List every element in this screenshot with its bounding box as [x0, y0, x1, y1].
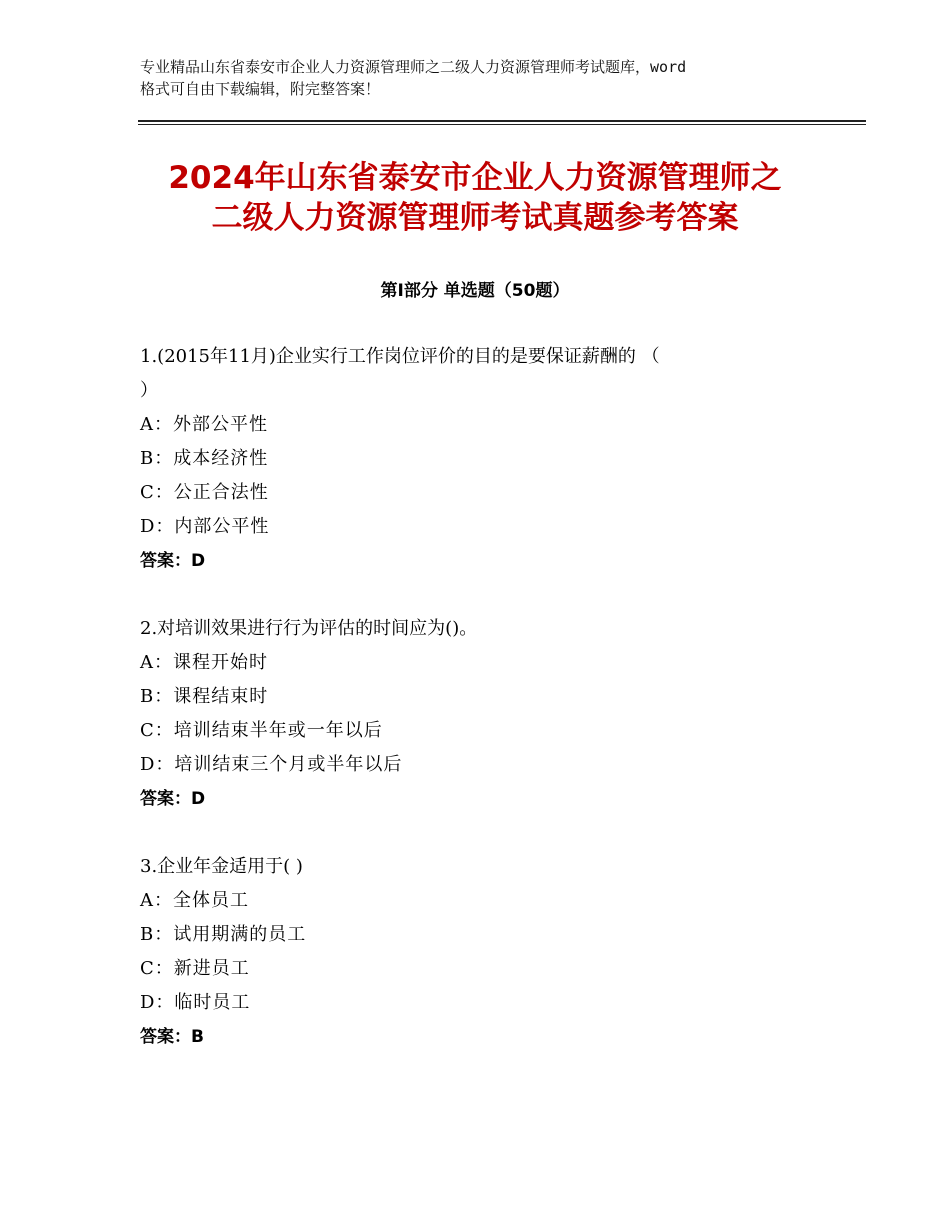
question-stem-line-1: 1.(2015年11月)企业实行工作岗位评价的目的是要保证薪酬的 （ [140, 346, 660, 367]
option-d: D：培训结束三个月或半年以后 [140, 754, 403, 775]
option-a: A：课程开始时 [140, 652, 268, 673]
header-note-line-2: 格式可自由下载编辑，附完整答案！ [140, 80, 381, 98]
option-d: D：内部公平性 [140, 516, 270, 537]
document-title-line-2: 二级人力资源管理师考试真题参考答案 [211, 200, 739, 236]
option-b: B：成本经济性 [140, 448, 269, 469]
option-d: D：临时员工 [140, 992, 251, 1013]
option-c: C：新进员工 [140, 958, 250, 979]
answer: 答案：D [140, 551, 206, 571]
header-rule-thin [138, 124, 866, 125]
option-b: B：试用期满的员工 [140, 924, 307, 945]
document-title [100, 158, 850, 238]
document-title-line-1: 2024年山东省泰安市企业人力资源管理师之 [168, 160, 782, 196]
question-stem [140, 340, 820, 408]
header-rule-thick [138, 120, 866, 122]
header-note [140, 56, 840, 100]
question-stem [140, 850, 820, 884]
question-stem-line-1: 2.对培训效果进行行为评估的时间应为()。 [140, 618, 478, 639]
option-b: B：课程结束时 [140, 686, 269, 707]
question-list [140, 340, 820, 1088]
option-c: C：公正合法性 [140, 482, 269, 503]
option-a: A：外部公平性 [140, 414, 268, 435]
option-c: C：培训结束半年或一年以后 [140, 720, 383, 741]
question-2 [140, 612, 820, 816]
question-stem-line-1: 3.企业年金适用于( ) [140, 856, 303, 877]
question-3 [140, 850, 820, 1054]
question-stem [140, 612, 820, 646]
answer: 答案：D [140, 789, 206, 809]
answer: 答案：B [140, 1027, 204, 1047]
header-note-line-1: 专业精品山东省泰安市企业人力资源管理师之二级人力资源管理师考试题库，word [140, 58, 687, 76]
option-a: A：全体员工 [140, 890, 249, 911]
question-1 [140, 340, 820, 578]
section-heading: 第Ⅰ部分 单选题（50题） [380, 281, 570, 301]
question-stem-line-2: ） [140, 380, 158, 401]
